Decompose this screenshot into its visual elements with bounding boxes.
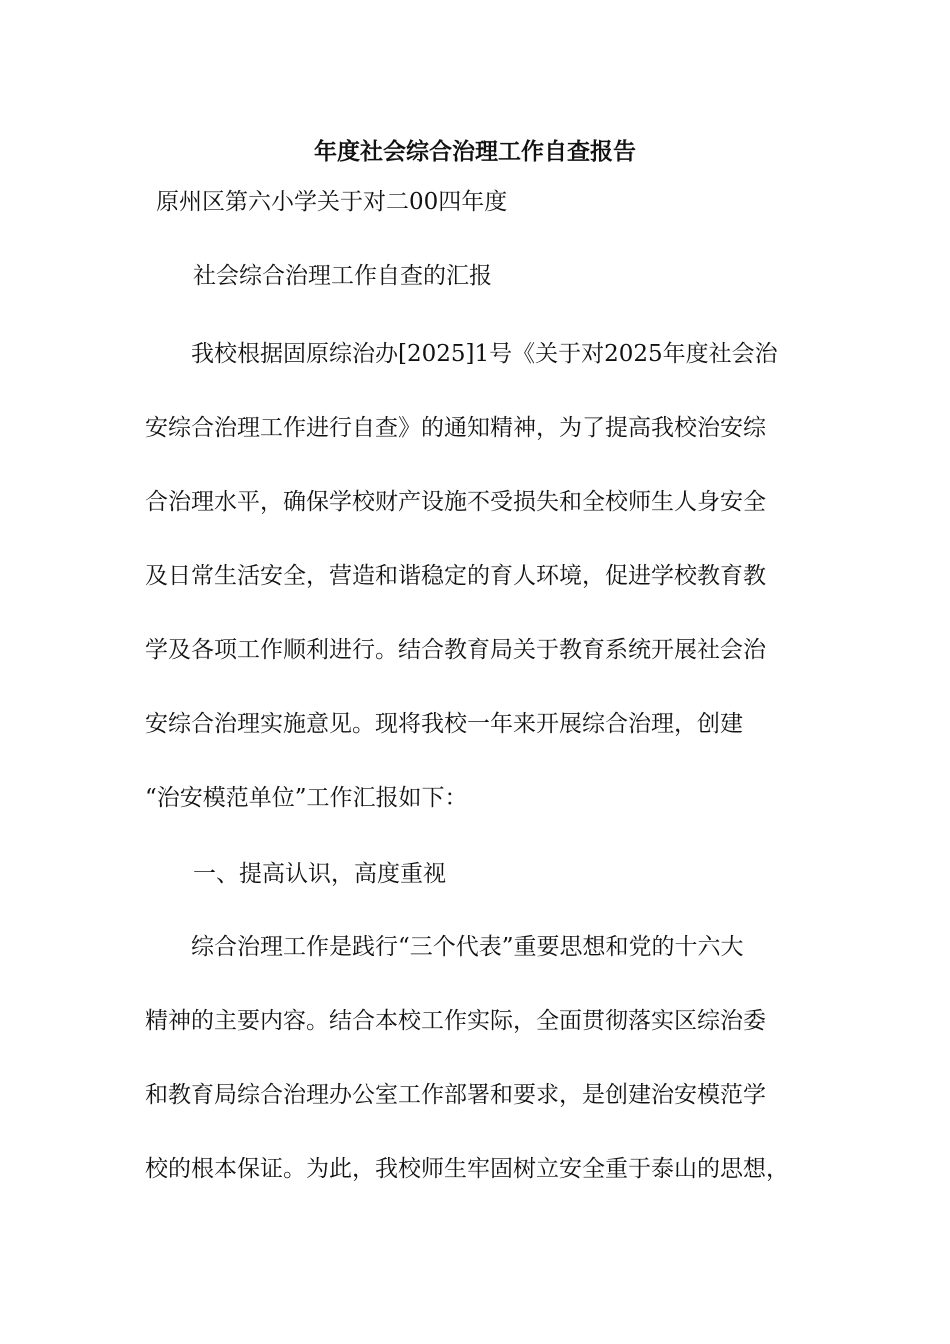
- paragraph-line: 综合治理工作是践行“三个代表”重要思想和党的十六大: [191, 934, 744, 960]
- paragraph-intro: [145, 317, 820, 835]
- paragraph-line: 精神的主要内容。结合本校工作实际，全面贯彻落实区综治委: [145, 1008, 766, 1034]
- report-heading: 社会综合治理工作自查的汇报: [193, 263, 492, 289]
- document-title: 年度社会综合治理工作自查报告: [314, 139, 636, 165]
- paragraph-line: 校的根本保证。为此，我校师生牢固树立安全重于泰山的思想，: [145, 1156, 789, 1182]
- section-heading-1: 一、提高认识，高度重视: [193, 861, 446, 887]
- paragraph-line: 合治理水平，确保学校财产设施不受损失和全校师生人身安全: [145, 489, 766, 515]
- paragraph-section-1: [145, 910, 820, 1206]
- paragraph-line: “治安模范单位”工作汇报如下：: [145, 785, 468, 811]
- paragraph-line: 和教育局综合治理办公室工作部署和要求，是创建治安模范学: [145, 1082, 766, 1108]
- paragraph-line: 学及各项工作顺利进行。结合教育局关于教育系统开展社会治: [145, 637, 766, 663]
- paragraph-line: 我校根据固原综治办[2025]1号《关于对2025年度社会治: [191, 341, 778, 367]
- paragraph-line: 及日常生活安全，营造和谐稳定的育人环境，促进学校教育教: [145, 563, 766, 589]
- paragraph-line: 安综合治理工作进行自查》的通知精神，为了提高我校治安综: [145, 415, 766, 441]
- document-subtitle: 原州区第六小学关于对二00四年度: [156, 189, 508, 215]
- paragraph-line: 安综合治理实施意见。现将我校一年来开展综合治理，创建: [145, 711, 743, 737]
